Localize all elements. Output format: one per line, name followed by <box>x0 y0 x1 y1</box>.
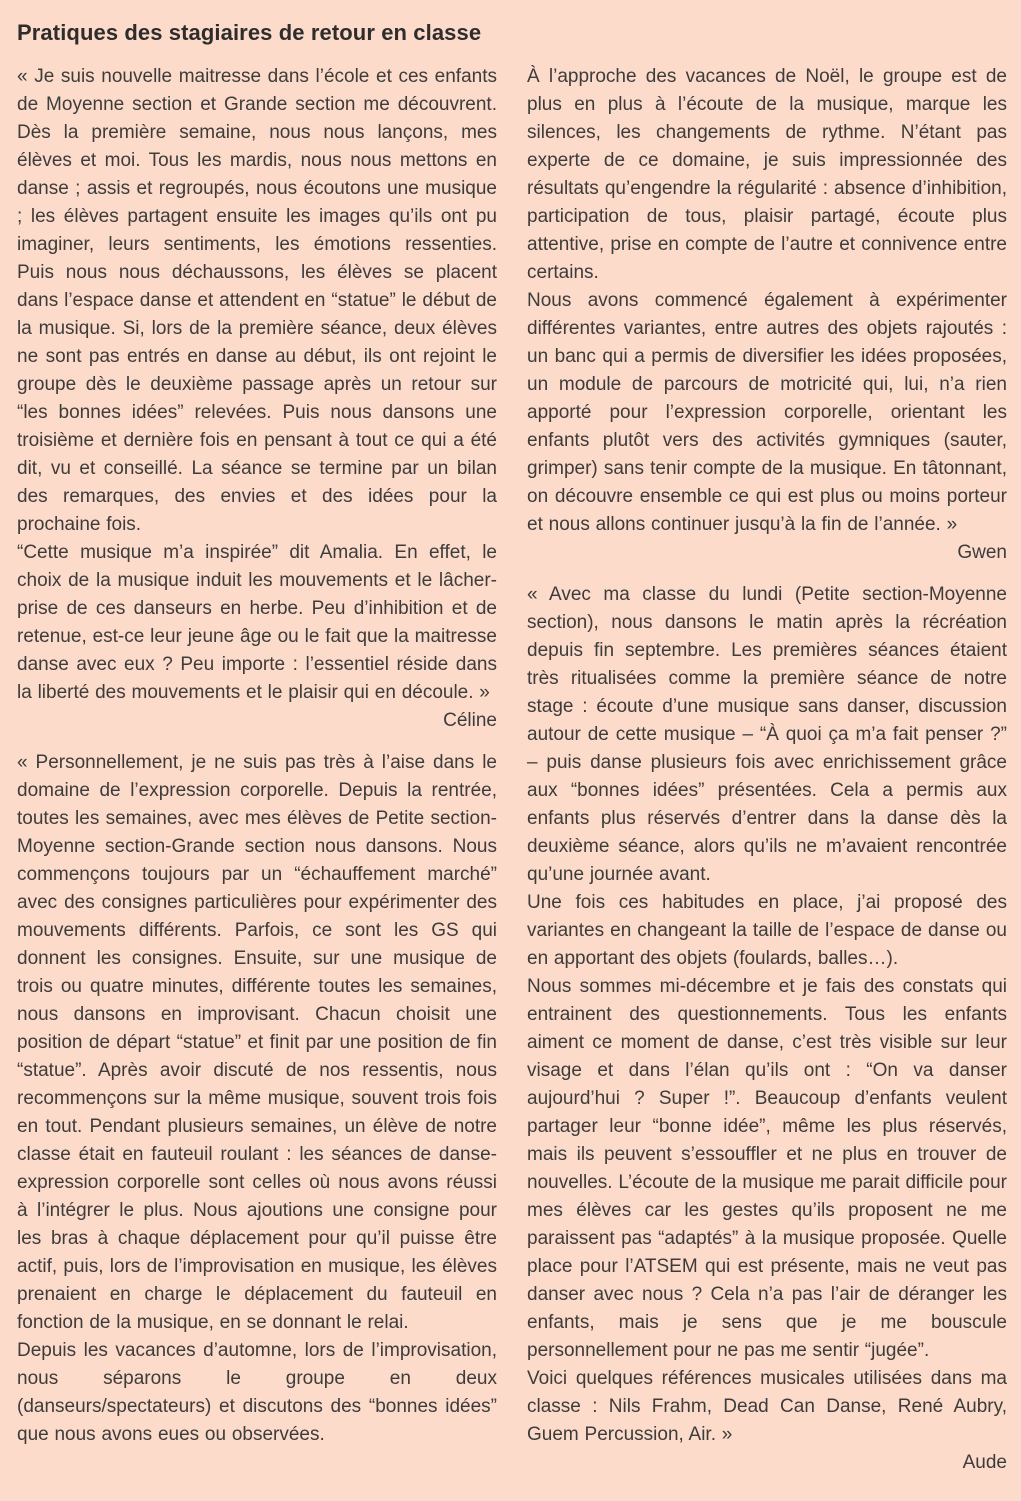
page-title: Pratiques des stagiaires de retour en classe <box>17 20 482 45</box>
paragraph: Voici quelques références musicales utilisées dans ma classe : Nils Frahm, Dead Can Danse, René Aubry, Guem Percussion, Air. » <box>527 1368 1007 1445</box>
text-columns <box>17 63 1007 1477</box>
paragraph: Nous avons commencé également à expérimenter différentes variantes, entre autres des objets rajoutés : un banc qui a permis de diversifier les idées proposées, un module de parcours de motricité qui, lui, n’a rien apporté pour l’expression corporelle, orientant les enfants plutôt vers des activités gymniques (sauter, grimper) sans tenir compte de la musique. En tâtonnant, on découvre ensemble ce qui est plus ou moins porteur et nous allons continuer jusqu’à la fin de l’année. » <box>527 290 1007 535</box>
signature: Aude <box>962 1452 1007 1473</box>
paragraph: Depuis les vacances d’automne, lors de l’improvisation, nous séparons le groupe en deux (danseurs/spectateurs) et discutons des “bonnes idées” que nous avons eues ou observées. <box>17 1340 497 1445</box>
paragraph: “Cette musique m’a inspirée” dit Amalia. En effet, le choix de la musique induit les mouvements et le lâcher-prise de ces danseurs en herbe. Peu d’inhibition et de retenue, est-ce leur jeune âge ou le fait que la maitresse danse avec eux ? Peu importe : l’essentiel réside dans la liberté des mouvements et le plaisir qui en découle. » <box>17 542 497 703</box>
column-right <box>527 63 1007 1477</box>
paragraph: À l’approche des vacances de Noël, le groupe est de plus en plus à l’écoute de la musique, marque les silences, les changements de rythme. N’étant pas experte de ce domaine, je suis impressionnée des résultats qu’engendre la régularité : absence d’inhibition, participation de tous, plaisir partagé, écoute plus attentive, prise en compte de l’autre et connivence entre certains. <box>527 66 1007 283</box>
paragraph: Une fois ces habitudes en place, j’ai proposé des variantes en changeant la taille de l’espace de danse ou en apportant des objets (foulards, balles…). <box>527 892 1007 969</box>
paragraph: « Je suis nouvelle maitresse dans l’école et ces enfants de Moyenne section et Grande section me découvrent. Dès la première semaine, nous nous lançons, mes élèves et moi. Tous les mardis, nous nous mettons en danse ; assis et regroupés, nous écoutons une musique ; les élèves partagent ensuite les images qu’ils ont pu imaginer, leurs sentiments, les émotions ressenties. Puis nous nous déchaussons, les élèves se placent dans l’espace danse et attendent en “statue” le début de la musique. Si, lors de la première séance, deux élèves ne sont pas entrés en danse au début, ils ont rejoint le groupe dès le deuxième passage après un retour sur “les bonnes idées” relevées. Puis nous dansons une troisième et dernière fois en pensant à tout ce qui a été dit, vu et conseillé. La séance se termine par un bilan des remarques, des envies et des idées pour la prochaine fois. <box>17 66 497 535</box>
paragraph: « Personnellement, je ne suis pas très à l’aise dans le domaine de l’expression corporelle. Depuis la rentrée, toutes les semaines, avec mes élèves de Petite section-Moyenne section-Grande section nous dansons. Nous commençons toujours par un “échauffement marché” avec des consignes particulières pour expérimenter des mouvements différents. Parfois, ce sont les GS qui donnent les consignes. Ensuite, sur une musique de trois ou quatre minutes, différente toutes les semaines, nous dansons en improvisant. Chacun choisit une position de départ “statue” et finit par une position de fin “statue”. Après avoir discuté de nos ressentis, nous recommençons sur la même musique, souvent trois fois en tout. Pendant plusieurs semaines, un élève de notre classe était en fauteuil roulant : les séances de danse-expression corporelle sont celles où nous avons réussi à l’intégrer le plus. Nous ajoutions une consigne pour les bras à chaque déplacement pour qu’il puisse être actif, puis, lors de l’improvisation en musique, les élèves prenaient en charge le déplacement du fauteuil en fonction de la musique, en se donnant le relai. <box>17 752 497 1333</box>
paragraph: Nous sommes mi-décembre et je fais des constats qui entrainent des questionnements. Tous les enfants aiment ce moment de danse, c’est très visible sur leur visage et dans l’élan qu’ils ont : “On va danser aujourd’hui ? Super !”. Beaucoup d’enfants veulent partager leur “bonne idée”, même les plus réservés, mais ils peuvent s’essouffler et ne plus en trouver de nouvelles. L’écoute de la musique me parait difficile pour mes élèves car les gestes qu’ils proposent ne me paraissent pas “adaptés” à la musique proposée. Quelle place pour l’ATSEM qui est présente, mais ne veut pas danser avec nous ? Cela n’a pas l’air de déranger les enfants, mais je sens que je me bouscule personnellement pour ne pas me sentir “jugée”. <box>527 976 1007 1361</box>
signature: Céline <box>443 710 497 731</box>
signature: Gwen <box>957 542 1007 563</box>
column-left <box>17 63 497 1477</box>
paragraph: « Avec ma classe du lundi (Petite section-Moyenne section), nous dansons le matin après la récréation depuis fin septembre. Les premières séances étaient très ritualisées comme la première séance de notre stage : écoute d’une musique sans danser, discussion autour de cette musique – “À quoi ça m’a fait penser ?” – puis danse plusieurs fois avec enrichissement grâce aux “bonnes idées” présentées. Cela a permis aux enfants plus réservés d’entrer dans la danse dès la deuxième séance, alors qu’ils ne m’avaient rencontrée qu’une journée avant. <box>527 584 1007 885</box>
